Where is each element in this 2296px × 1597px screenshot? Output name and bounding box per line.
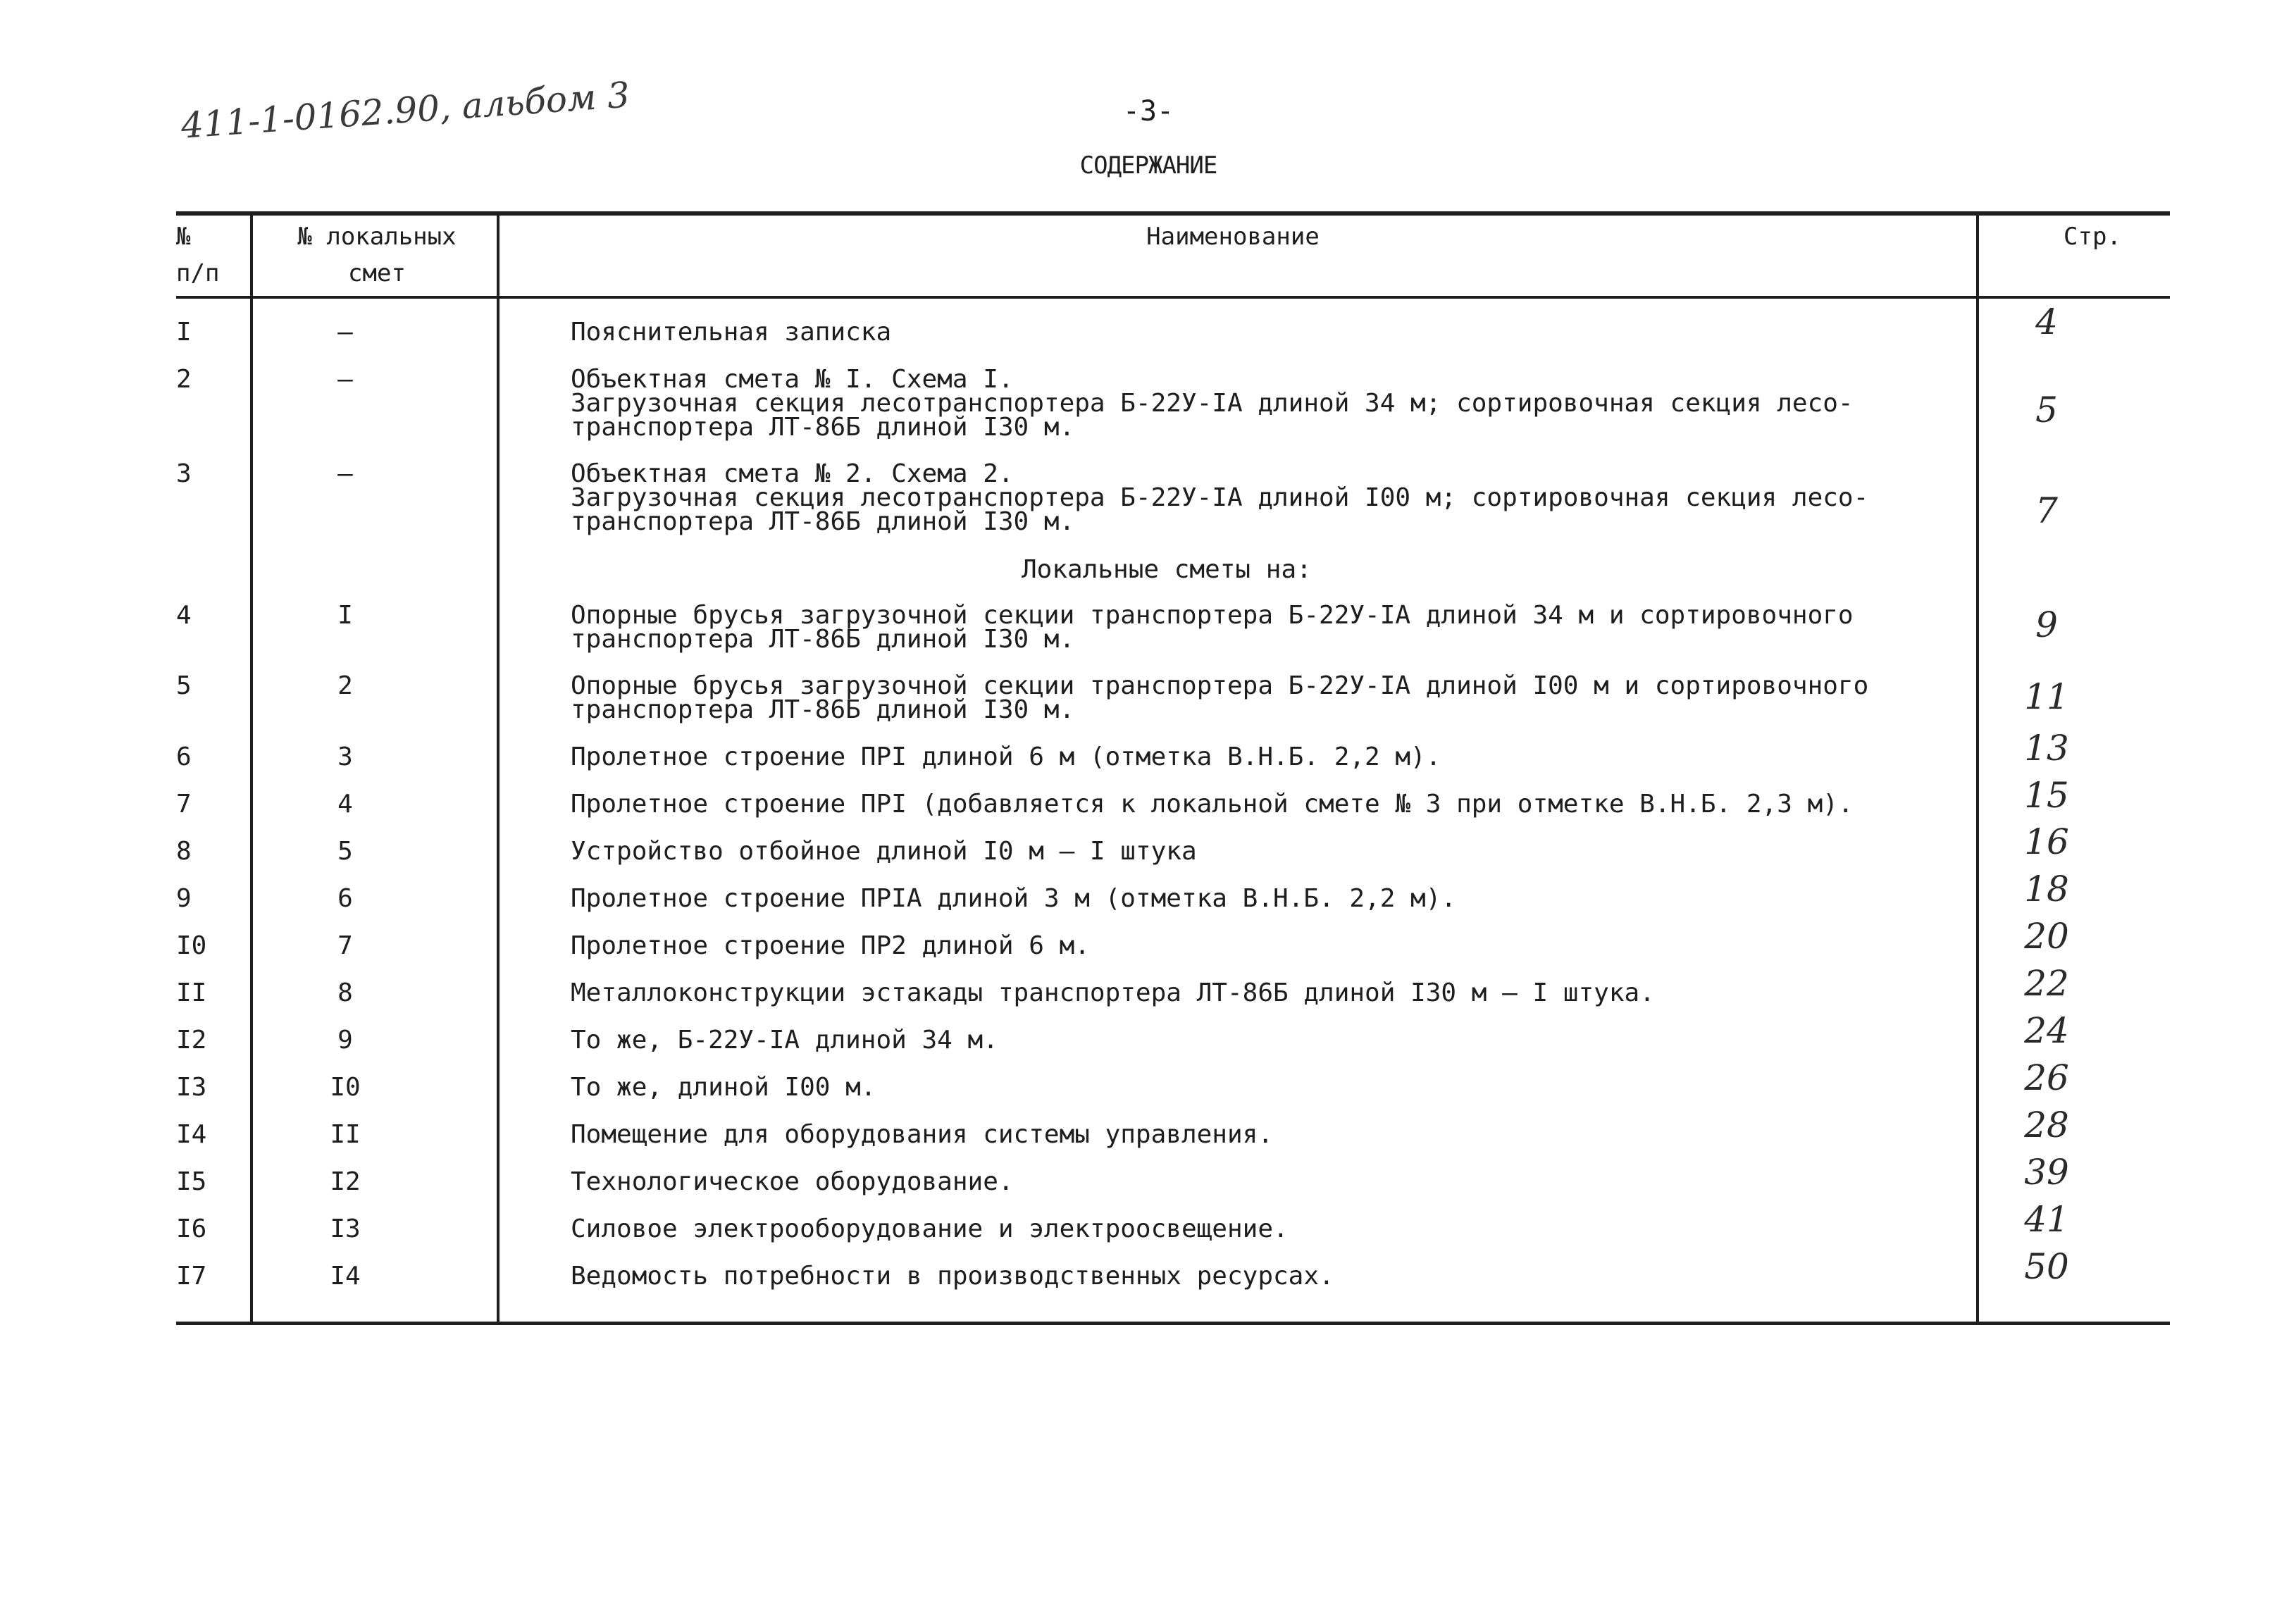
column-divider-2: [497, 211, 499, 1324]
row-2-number: 2: [176, 365, 192, 394]
row-15-name: Технологическое оборудование.: [571, 1167, 1014, 1196]
row-16-page: 41: [2024, 1199, 2069, 1240]
row-15-number: I5: [176, 1167, 207, 1196]
header-bottom-rule: [176, 296, 2170, 299]
row-13-page: 26: [2024, 1057, 2069, 1098]
row-16-name: Силовое электрооборудование и электроосвещение.: [571, 1214, 1289, 1243]
row-8-local: 5: [337, 837, 353, 866]
row-15-local: I2: [330, 1167, 361, 1196]
row-3-name: Объектная смета № 2. Схема 2. Загрузочная секция лесотранспортера Б-22У-IА длиной I00 м; сортировочная секция лесо- транспортера ЛТ-86Б длиной I30 м.: [571, 459, 1869, 536]
row-2-local: –: [337, 365, 353, 394]
row-17-name: Ведомость потребности в производственных ресурсах.: [571, 1262, 1334, 1291]
row-5-name: Опорные брусья загрузочной секции транспортера Б-22У-IА длиной I00 м и сортировочного транспортера ЛТ-86Б длиной I30 м.: [571, 671, 1869, 724]
row-11-name: Металлоконструкции эстакады транспортера ЛТ-86Б длиной I30 м – I штука.: [571, 978, 1655, 1007]
row-6-page: 13: [2024, 728, 2069, 769]
row-17-page: 50: [2024, 1246, 2069, 1287]
row-6-local: 3: [337, 742, 353, 771]
row-12-page: 24: [2024, 1010, 2069, 1051]
row-1-number: I: [176, 318, 192, 347]
row-10-name: Пролетное строение ПР2 длиной 6 м.: [571, 931, 1090, 960]
row-2-name: Объектная смета № I. Схема I. Загрузочная секция лесотранспортера Б-22У-IА длиной 34 м; сортировочная секция лесо- транспортера ЛТ-86Б длиной I30 м.: [571, 365, 1854, 442]
column-divider-3: [1976, 211, 1979, 1324]
row-13-local: I0: [330, 1073, 361, 1102]
row-10-page: 20: [2024, 916, 2069, 957]
row-4-page: 9: [2035, 604, 2058, 645]
row-11-local: 8: [337, 978, 353, 1007]
header-number: [176, 218, 219, 292]
row-10-local: 7: [337, 931, 353, 960]
row-8-name: Устройство отбойное длиной I0 м – I штука: [571, 837, 1197, 866]
local-estimates-subheading: Локальные сметы на:: [1022, 555, 1312, 584]
row-6-name: Пролетное строение ПРI длиной 6 м (отметка В.Н.Б. 2,2 м).: [571, 742, 1441, 771]
row-7-number: 7: [176, 790, 192, 819]
table-bottom-rule: [176, 1322, 2170, 1325]
row-1-name: Пояснительная записка: [571, 318, 892, 347]
row-11-page: 22: [2024, 963, 2069, 1004]
row-12-local: 9: [337, 1026, 353, 1055]
row-2-page: 5: [2035, 390, 2058, 430]
handwritten-reference: 411-1-0162.90, альбом 3: [180, 74, 631, 147]
row-13-number: I3: [176, 1073, 207, 1102]
row-14-local: II: [330, 1120, 361, 1149]
row-8-page: 16: [2024, 821, 2069, 862]
row-11-number: II: [176, 978, 207, 1007]
row-9-number: 9: [176, 884, 192, 913]
row-1-page: 4: [2035, 302, 2058, 342]
row-14-name: Помещение для оборудования системы управления.: [571, 1120, 1273, 1149]
header-local-estimates: [278, 218, 476, 292]
row-1-local: –: [337, 318, 353, 347]
row-14-page: 28: [2024, 1105, 2069, 1145]
header-number-line1: №: [176, 223, 191, 251]
row-7-name: Пролетное строение ПРI (добавляется к локальной смете № 3 при отметке В.Н.Б. 2,3 м).: [571, 790, 1854, 819]
header-local-line2: смет: [348, 259, 406, 287]
row-13-name: То же, длиной I00 м.: [571, 1073, 876, 1102]
row-3-local: –: [337, 459, 353, 488]
header-number-line2: п/п: [176, 259, 220, 287]
row-5-number: 5: [176, 671, 192, 700]
row-6-number: 6: [176, 742, 192, 771]
row-16-local: I3: [330, 1214, 361, 1243]
row-4-name: Опорные брусья загрузочной секции транспортера Б-22У-IА длиной 34 м и сортировочного транспортера ЛТ-86Б длиной I30 м.: [571, 601, 1854, 654]
row-3-number: 3: [176, 459, 192, 488]
row-9-name: Пролетное строение ПРIА длиной 3 м (отметка В.Н.Б. 2,2 м).: [571, 884, 1457, 913]
row-8-number: 8: [176, 837, 192, 866]
column-divider-1: [250, 211, 253, 1324]
row-4-local: I: [337, 601, 353, 630]
row-15-page: 39: [2024, 1152, 2069, 1193]
row-4-number: 4: [176, 601, 192, 630]
header-name: Наименование: [1146, 223, 1320, 251]
table-top-rule: [176, 211, 2170, 216]
row-17-local: I4: [330, 1262, 361, 1291]
row-12-name: То же, Б-22У-IА длиной 34 м.: [571, 1026, 998, 1055]
row-5-local: 2: [337, 671, 353, 700]
row-3-page: 7: [2035, 490, 2058, 531]
header-page: Стр.: [2064, 223, 2121, 251]
row-12-number: I2: [176, 1026, 207, 1055]
header-local-line1: № локальных: [297, 223, 457, 251]
row-14-number: I4: [176, 1120, 207, 1149]
page-number: -3-: [1122, 95, 1174, 128]
row-5-page: 11: [2024, 676, 2069, 717]
row-9-local: 6: [337, 884, 353, 913]
row-9-page: 18: [2024, 869, 2069, 909]
row-16-number: I6: [176, 1214, 207, 1243]
row-17-number: I7: [176, 1262, 207, 1291]
row-7-local: 4: [337, 790, 353, 819]
document-title: СОДЕРЖАНИЕ: [1079, 151, 1217, 180]
row-10-number: I0: [176, 931, 207, 960]
row-7-page: 15: [2024, 775, 2069, 816]
